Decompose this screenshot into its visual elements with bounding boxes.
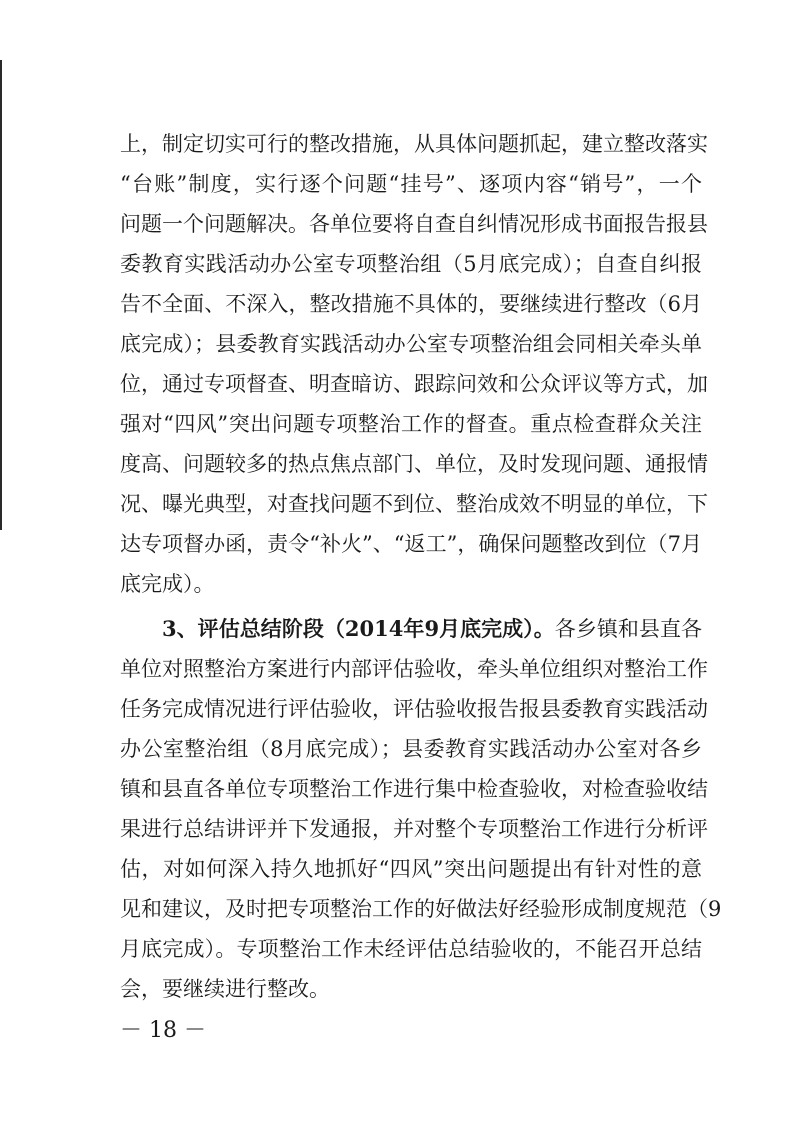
paragraph-line: 况、曝光典型，对查找问题不到位、整治成效不明显的单位，下 [120,492,708,516]
section-heading: 3、评估总结阶段（2014年9月底完成）。 [162,616,555,641]
paragraph-line: 度高、问题较多的热点焦点部门、单位，及时发现问题、通报情 [120,452,708,476]
section-heading-line [162,609,702,649]
paragraph-line: 强对“四风”突出问题专项整治工作的督查。重点检查群众关注 [120,412,702,436]
paragraph-line: 底完成）。 [120,572,215,596]
paragraph-line: 月底完成）。专项整治工作未经评估总结验收的，不能召开总结 [120,937,702,961]
paragraph-line: 任务完成情况进行评估验收，评估验收报告报县委教育实践活动 [120,697,708,721]
paragraph-line: 达专项督办函，责令“补火”、“返工”，确保问题整改到位（7月 [120,532,702,556]
paragraph-line: 底完成）；县委教育实践活动办公室专项整治组会同相关牵头单 [120,332,702,356]
scan-edge-mark [0,60,2,530]
page-number: － 18 － [120,1018,206,1043]
section-heading-continuation: 各乡镇和县直各 [554,617,703,641]
paragraph-line: 镇和县直各单位专项整治工作进行集中检查验收，对检查验收结 [120,777,708,801]
paragraph-line: 问题一个问题解决。各单位要将自查自纠情况形成书面报告报县 [120,212,708,236]
paragraph-line: 果进行总结讲评并下发通报，并对整个专项整治工作进行分析评 [120,817,708,841]
paragraph-line: 告不全面、不深入，整改措施不具体的，要继续进行整改（6月 [120,292,702,316]
paragraph-line: 委教育实践活动办公室专项整治组（5月底完成）；自查自纠报 [120,252,702,276]
paragraph-line: 上，制定切实可行的整改措施，从具体问题抓起，建立整改落实 [120,132,708,156]
paragraph-line: 估，对如何深入持久地抓好“四风”突出问题提出有针对性的意 [120,857,702,881]
paragraph-line: 会，要继续进行整改。 [120,977,330,1001]
paragraph-line: 单位对照整治方案进行内部评估验收，牵头单位组织对整治工作 [120,657,708,681]
paragraph-line: 位，通过专项督查、明查暗访、跟踪问效和公众评议等方式，加 [120,372,708,396]
paragraph-line: 见和建议，及时把专项整治工作的好做法好经验形成制度规范（9 [120,897,722,921]
paragraph-line: 办公室整治组（8月底完成）；县委教育实践活动办公室对各乡 [120,737,702,761]
paragraph-line: “台账”制度，实行逐个问题“挂号”、逐项内容“销号”，一个 [120,172,702,196]
